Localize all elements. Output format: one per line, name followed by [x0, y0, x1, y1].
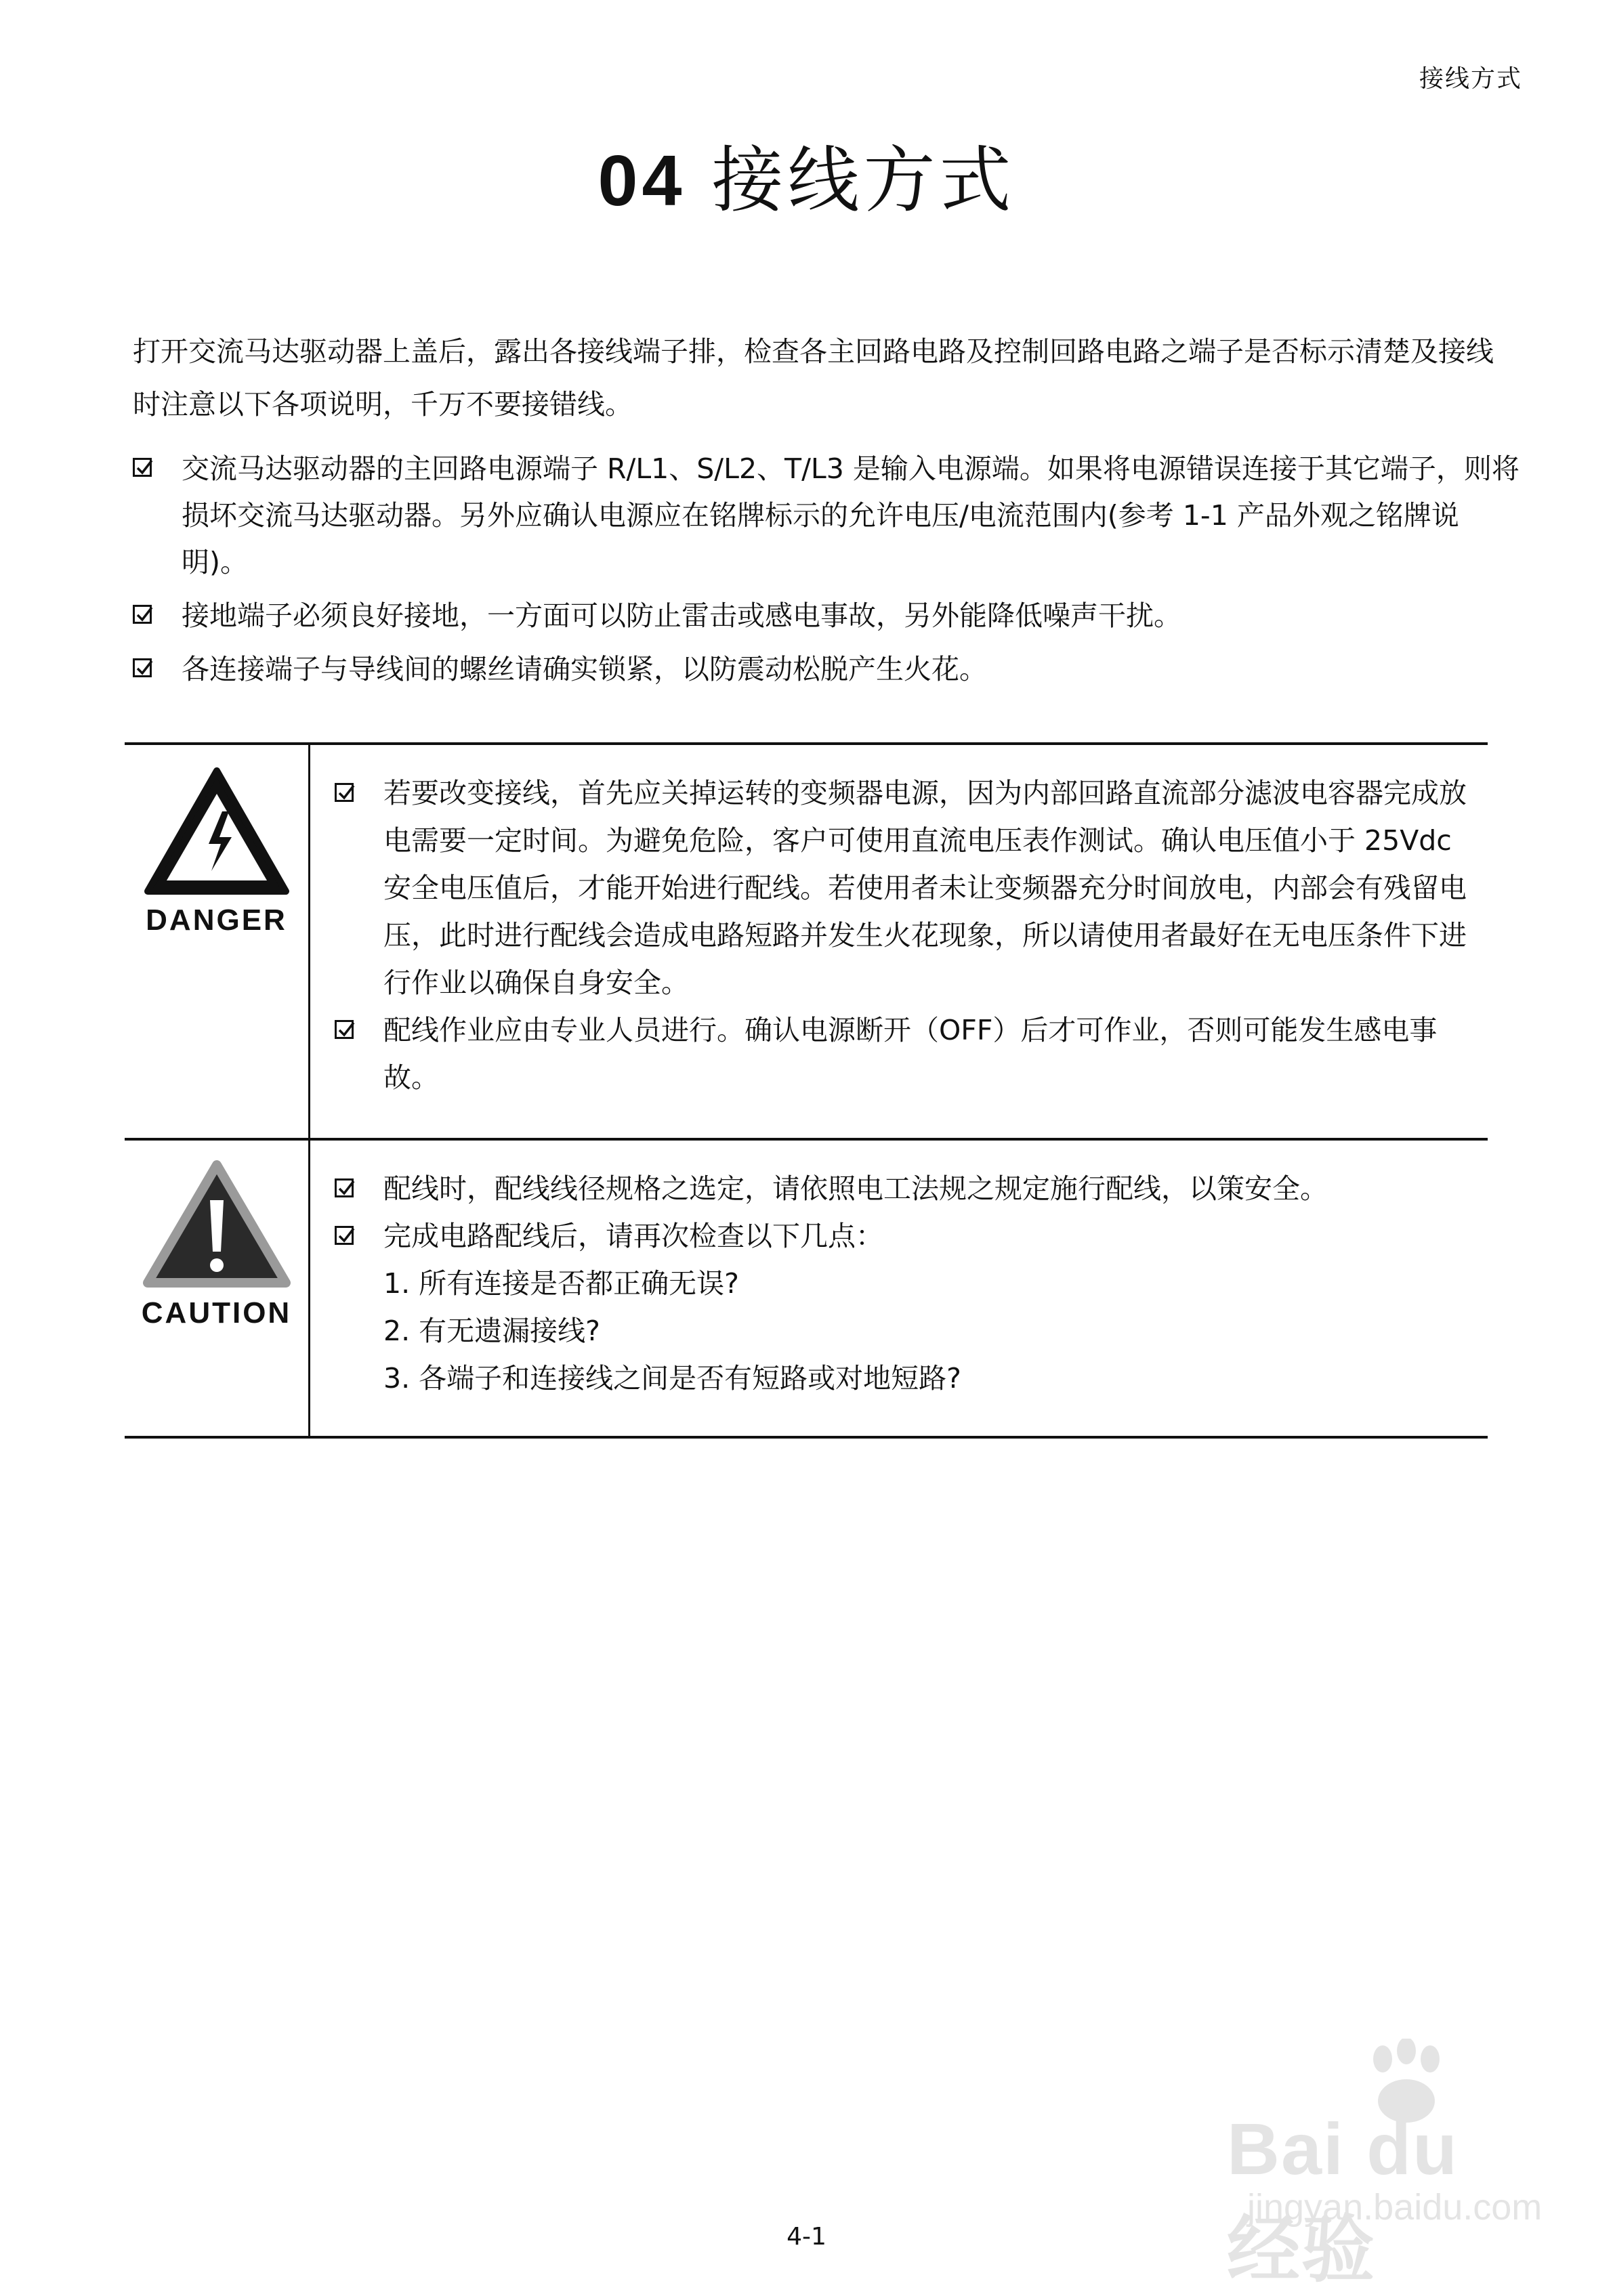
watermark — [1146, 2039, 1543, 2291]
intro-paragraph: 打开交流马达驱动器上盖后，露出各接线端子排，检查各主回路电路及控制回路电路之端子是否标示清楚及接线时注意以下各项说明，千万不要接错线。 — [133, 335, 1494, 421]
checkbox-icon — [133, 605, 152, 624]
caution-item: 配线时，配线线径规格之选定，请依照电工法规之规定施行配线，以策安全。 — [335, 1165, 1488, 1212]
page-title — [0, 123, 1613, 226]
chapter-title: 接线方式 — [711, 139, 1015, 222]
page-number: 4-1 — [787, 2223, 826, 2251]
watermark-url: jingyan.baidu.com — [1247, 2187, 1543, 2228]
caution-item: 完成电路配线后，请再次检查以下几点： — [335, 1212, 1488, 1260]
checkbox-icon — [335, 1178, 354, 1197]
danger-item: 若要改变接线，首先应关掉运转的变频器电源，因为内部回路直流部分滤波电容器完成放电需要一定时间。为避免危险，客户可使用直流电压表作测试。确认电压值小于 25Vdc 安全电压值后，才能开始进行配线。若使用者未让变频器充分时间放电，内部会有残留电压，此时进行配线会造成电路短路并发生火花现象，所以请使用者最好在无电压条件下进行作业以确保自身安全。 — [335, 769, 1488, 1006]
check-point: 2. 有无遗漏接线? — [383, 1315, 600, 1347]
bullet-list — [133, 446, 1522, 700]
watermark-brand: Bai du 经验 — [1227, 2108, 1459, 2291]
checkbox-icon — [133, 458, 152, 477]
bullet-item: 交流马达驱动器的主回路电源端子 R/L1、S/L2、T/L3 是输入电源端。如果将电源错误连接于其它端子，则将损坏交流马达驱动器。另外应确认电源应在铭牌标示的允许电压/电流范围内(参考 1-1 产品外观之铭牌说明)。 — [133, 446, 1522, 586]
checkbox-icon — [335, 1020, 354, 1039]
checkbox-icon — [335, 1226, 354, 1245]
checkbox-icon — [335, 783, 354, 802]
caution-block — [125, 1138, 1488, 1439]
check-point: 1. 所有连接是否都正确无误? — [383, 1267, 739, 1300]
bullet-item: 接地端子必须良好接地，一方面可以防止雷击或感电事故，另外能降低噪声干扰。 — [133, 593, 1522, 639]
checkbox-icon — [133, 658, 152, 677]
danger-item: 配线作业应由专业人员进行。确认电源断开（OFF）后才可作业，否则可能发生感电事故。 — [335, 1006, 1488, 1101]
caution-icon-cell — [125, 1141, 310, 1436]
exclamation-warning-icon — [141, 1157, 293, 1292]
danger-icon-cell — [125, 745, 310, 1138]
danger-label: DANGER — [146, 903, 287, 937]
danger-text — [310, 745, 1488, 1138]
chapter-number: 04 — [598, 141, 686, 221]
danger-block — [125, 742, 1488, 1439]
running-header: 接线方式 — [1419, 65, 1522, 93]
check-point: 3. 各端子和连接线之间是否有短路或对地短路? — [383, 1362, 961, 1395]
caution-label: CAUTION — [141, 1296, 292, 1330]
caution-text — [310, 1141, 1488, 1436]
high-voltage-warning-icon — [141, 764, 293, 899]
bullet-item: 各连接端子与导线间的螺丝请确实锁紧，以防震动松脱产生火花。 — [133, 646, 1522, 693]
